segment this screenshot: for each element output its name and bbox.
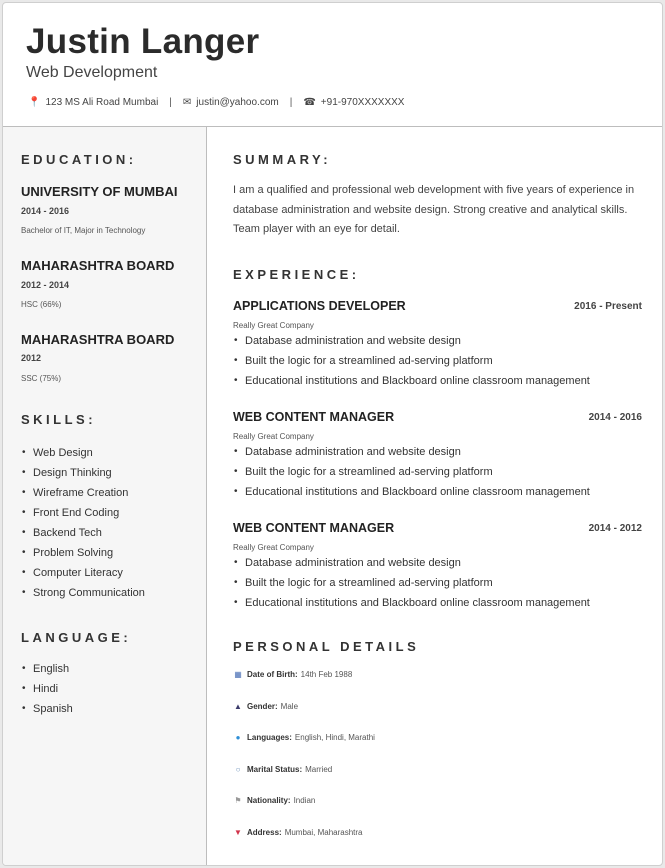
skill-item: • Web Design bbox=[21, 443, 145, 463]
skills-title: SKILLS: bbox=[21, 412, 97, 427]
personal-detail-value: Male bbox=[280, 702, 299, 711]
contact-email[interactable]: justin@yahoo.com bbox=[196, 97, 279, 108]
personal-detail-row bbox=[233, 828, 363, 837]
duty-item: • Educational institutions and Blackboard online classroom management bbox=[233, 482, 590, 502]
duty-item: • Database administration and website design bbox=[233, 331, 590, 351]
skill-item: • Front End Coding bbox=[21, 503, 145, 523]
globe-icon: ● bbox=[235, 733, 241, 742]
duty-item: • Built the logic for a streamlined ad-serving platform bbox=[233, 351, 590, 371]
personal-detail-row bbox=[233, 796, 315, 805]
job-title: WEB CONTENT MANAGER bbox=[233, 521, 395, 535]
duty-item: • Built the logic for a streamlined ad-serving platform bbox=[233, 573, 590, 593]
education-title: EDUCATION: bbox=[21, 152, 137, 167]
personal-detail-row bbox=[233, 765, 332, 774]
education-years: 2014 - 2016 bbox=[21, 206, 70, 216]
personal-detail-label: Date of Birth: bbox=[247, 670, 298, 679]
job-company: Really Great Company bbox=[233, 543, 314, 552]
skills-list bbox=[21, 443, 145, 603]
summary-text: I am a qualified and professional web development with five years of experience in database administration and website design. Strong creative and analytical skills. Team player with an eye for detail. bbox=[233, 184, 635, 235]
education-school: MAHARASHTRA BOARD bbox=[21, 332, 175, 347]
job-title: APPLICATIONS DEVELOPER bbox=[233, 299, 406, 313]
personal-details-title: PERSONAL DETAILS bbox=[233, 639, 420, 654]
summary-title: SUMMARY: bbox=[233, 152, 332, 167]
language-title: LANGUAGE: bbox=[21, 630, 132, 645]
education-years: 2012 bbox=[21, 353, 42, 363]
personal-detail-label: Nationality: bbox=[247, 796, 291, 805]
contact-address: 123 MS Ali Road Mumbai bbox=[45, 97, 159, 108]
candidate-role: Web Development bbox=[26, 64, 158, 81]
phone-icon: ☎ bbox=[303, 97, 316, 108]
personal-detail-row bbox=[233, 670, 352, 679]
job-duties bbox=[233, 331, 590, 391]
personal-detail-value: 14th Feb 1988 bbox=[300, 670, 353, 679]
experience-title: EXPERIENCE: bbox=[233, 267, 360, 282]
pin-icon: ▼ bbox=[234, 828, 242, 837]
job-years: 2014 - 2012 bbox=[588, 523, 642, 534]
education-school: UNIVERSITY OF MUMBAI bbox=[21, 184, 178, 199]
duty-item: • Educational institutions and Blackboard online classroom management bbox=[233, 593, 590, 613]
person-icon: ▲ bbox=[234, 702, 242, 711]
ring-icon: ○ bbox=[235, 765, 241, 774]
education-school: MAHARASHTRA BOARD bbox=[21, 258, 175, 273]
duty-item: • Database administration and website design bbox=[233, 553, 590, 573]
candidate-name: Justin Langer bbox=[26, 22, 260, 61]
language-item: • Hindi bbox=[21, 679, 73, 699]
skill-item: • Computer Literacy bbox=[21, 563, 145, 583]
skill-item: • Wireframe Creation bbox=[21, 483, 145, 503]
job-duties bbox=[233, 442, 590, 502]
location-pin-icon: 📍 bbox=[28, 97, 41, 108]
resume-header bbox=[3, 3, 662, 127]
calendar-icon: ▦ bbox=[234, 670, 242, 679]
language-item: • English bbox=[21, 659, 73, 679]
personal-detail-label: Marital Status: bbox=[247, 765, 303, 774]
contact-phone: +91-970XXXXXXX bbox=[320, 97, 405, 108]
duty-item: • Database administration and website design bbox=[233, 442, 590, 462]
personal-detail-label: Gender: bbox=[247, 702, 278, 711]
personal-detail-row bbox=[233, 733, 375, 742]
contact-separator: | bbox=[289, 97, 293, 108]
skill-item: • Design Thinking bbox=[21, 463, 145, 483]
contact-bar bbox=[28, 97, 404, 108]
skill-item: • Problem Solving bbox=[21, 543, 145, 563]
job-years: 2014 - 2016 bbox=[588, 412, 642, 423]
personal-detail-value: Married bbox=[305, 765, 333, 774]
personal-detail-value: English, Hindi, Marathi bbox=[294, 733, 375, 742]
job-company: Really Great Company bbox=[233, 432, 314, 441]
personal-detail-row bbox=[233, 702, 298, 711]
personal-detail-value: Indian bbox=[293, 796, 316, 805]
education-degree: Bachelor of IT, Major in Technology bbox=[21, 226, 146, 235]
sidebar bbox=[3, 127, 207, 866]
duty-item: • Educational institutions and Blackboard online classroom management bbox=[233, 371, 590, 391]
personal-detail-label: Address: bbox=[247, 828, 282, 837]
contact-separator: | bbox=[169, 97, 172, 108]
job-company: Really Great Company bbox=[233, 321, 314, 330]
skill-item: • Strong Communication bbox=[21, 583, 145, 603]
skill-item: • Backend Tech bbox=[21, 523, 145, 543]
education-years: 2012 - 2014 bbox=[21, 280, 70, 290]
job-title: WEB CONTENT MANAGER bbox=[233, 410, 395, 424]
personal-detail-value: Mumbai, Maharashtra bbox=[284, 828, 363, 837]
job-duties bbox=[233, 553, 590, 613]
language-item: • Spanish bbox=[21, 699, 73, 719]
education-degree: SSC (75%) bbox=[21, 374, 62, 383]
resume-page bbox=[2, 2, 663, 866]
job-years: 2016 - Present bbox=[574, 301, 642, 312]
personal-detail-label: Languages: bbox=[247, 733, 292, 742]
flag-icon: ⚑ bbox=[234, 796, 242, 805]
education-degree: HSC (66%) bbox=[21, 300, 62, 309]
language-list bbox=[21, 659, 73, 719]
duty-item: • Built the logic for a streamlined ad-serving platform bbox=[233, 462, 590, 482]
email-icon: ✉ bbox=[182, 97, 192, 108]
main-content bbox=[207, 127, 663, 866]
